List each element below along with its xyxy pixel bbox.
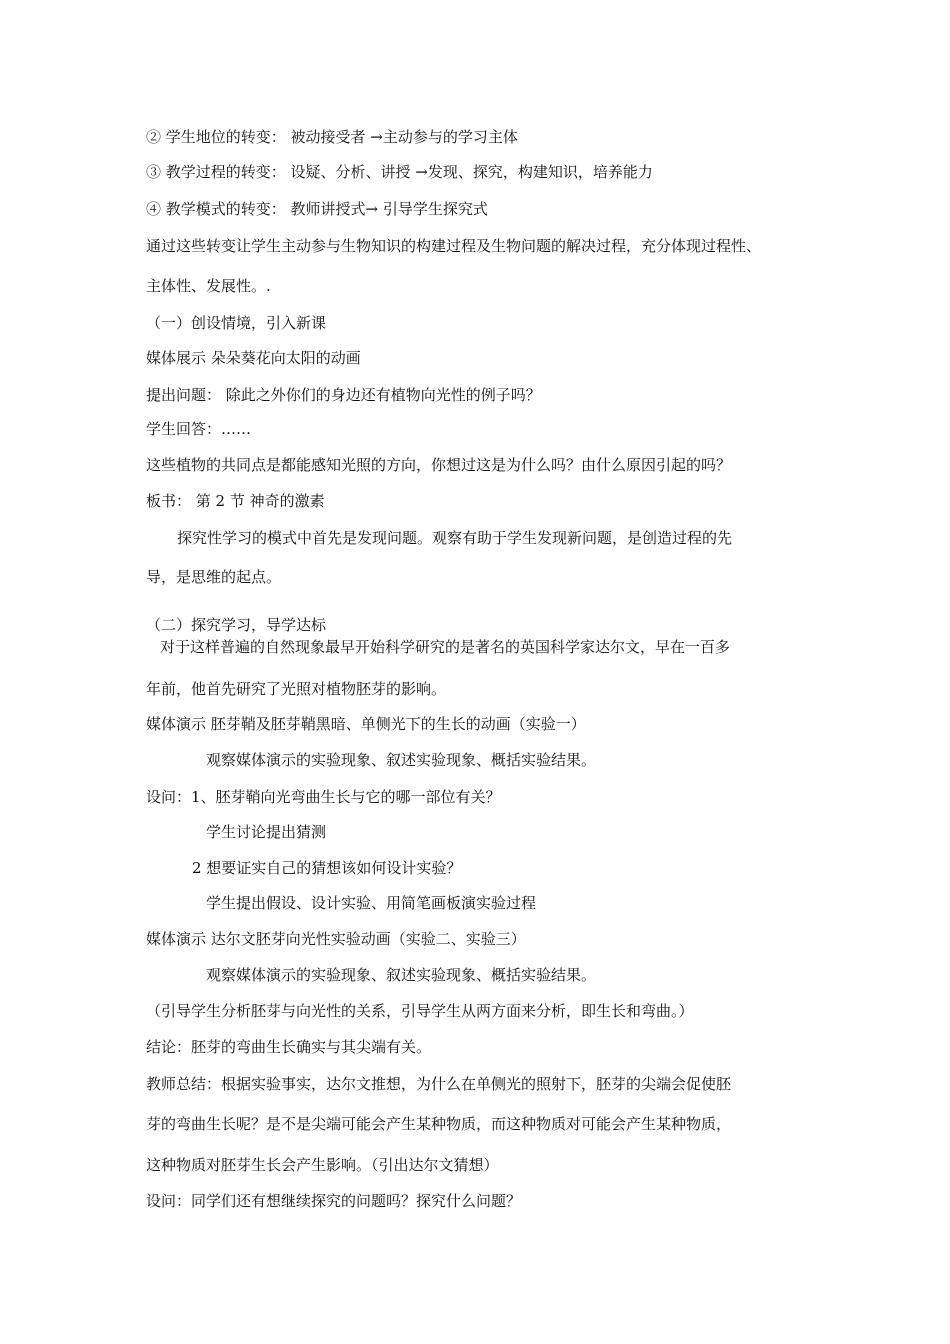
text-line: 教师总结：根据实验事实，达尔文推想，为什么在单侧光的照射下，胚芽的尖端会促使胚 [146, 1075, 732, 1093]
text-line: 学生提出假设、设计实验、用简笔画板演实验过程 [206, 894, 537, 912]
text-line: 对于这样普遍的自然现象最早开始科学研究的是著名的英国科学家达尔文，早在一百多 [160, 638, 731, 656]
section-heading: （一）创设情境，引入新课 [146, 314, 327, 332]
text-line: 提出问题： 除此之外你们的身边还有植物向光性的例子吗？ [146, 386, 541, 404]
text-line: 媒体展示 朵朵葵花向太阳的动画 [146, 349, 361, 367]
text-line: 年前，他首先研究了光照对植物胚芽的影响。 [146, 680, 447, 698]
text-line: 学生回答：…… [146, 420, 252, 438]
text-line: 设问：同学们还有想继续探究的问题吗？探究什么问题？ [146, 1192, 522, 1210]
text-line: ④ 教学模式的转变： 教师讲授式→ 引导学生探究式 [146, 200, 488, 218]
text-line: 观察媒体演示的实验现象、叙述实验现象、概括实验结果。 [206, 751, 597, 769]
text-line: ③ 教学过程的转变： 设疑、分析、讲授 →发现、探究，构建知识，培养能力 [146, 163, 653, 181]
text-line: 学生讨论提出猜测 [206, 823, 327, 841]
text-line: 导，是思维的起点。 [146, 568, 282, 586]
text-line: 探究性学习的模式中首先是发现问题。观察有助于学生发现新问题，是创造过程的先 [177, 529, 733, 547]
section-heading: （二）探究学习，导学达标 [146, 616, 327, 634]
text-line: 这种物质对胚芽生长会产生影响。（引出达尔文猜想） [146, 1156, 499, 1174]
text-line: 媒体演示 胚芽鞘及胚芽鞘黑暗、单侧光下的生长的动画（实验一） [146, 715, 586, 733]
text-line: 2 想要证实自己的猜想该如何设计实验？ [192, 859, 462, 877]
text-line: （引导学生分析胚芽与向光性的关系，引导学生从两方面来分析，即生长和弯曲。） [146, 1002, 694, 1020]
text-line: 芽的弯曲生长呢？是不是尖端可能会产生某种物质，而这种物质对可能会产生某种物质， [146, 1115, 732, 1133]
text-line: 观察媒体演示的实验现象、叙述实验现象、概括实验结果。 [206, 966, 597, 984]
text-line: 板书： 第 2 节 神奇的激素 [146, 492, 325, 510]
text-line: ② 学生地位的转变： 被动接受者 →主动参与的学习主体 [146, 128, 518, 146]
text-line: 设问：1、胚芽鞘向光弯曲生长与它的哪一部位有关？ [146, 788, 501, 806]
text-line: 通过这些转变让学生主动参与生物知识的构建过程及生物问题的解决过程，充分体现过程性、 [146, 237, 762, 255]
text-line: 主体性、发展性。. [146, 277, 271, 295]
text-line: 这些植物的共同点是都能感知光照的方向，你想过这是为什么吗？由什么原因引起的吗？ [146, 456, 732, 474]
text-line: 媒体演示 达尔文胚芽向光性实验动画（实验二、实验三） [146, 930, 526, 948]
text-line: 结论：胚芽的弯曲生长确实与其尖端有关。 [146, 1038, 432, 1056]
